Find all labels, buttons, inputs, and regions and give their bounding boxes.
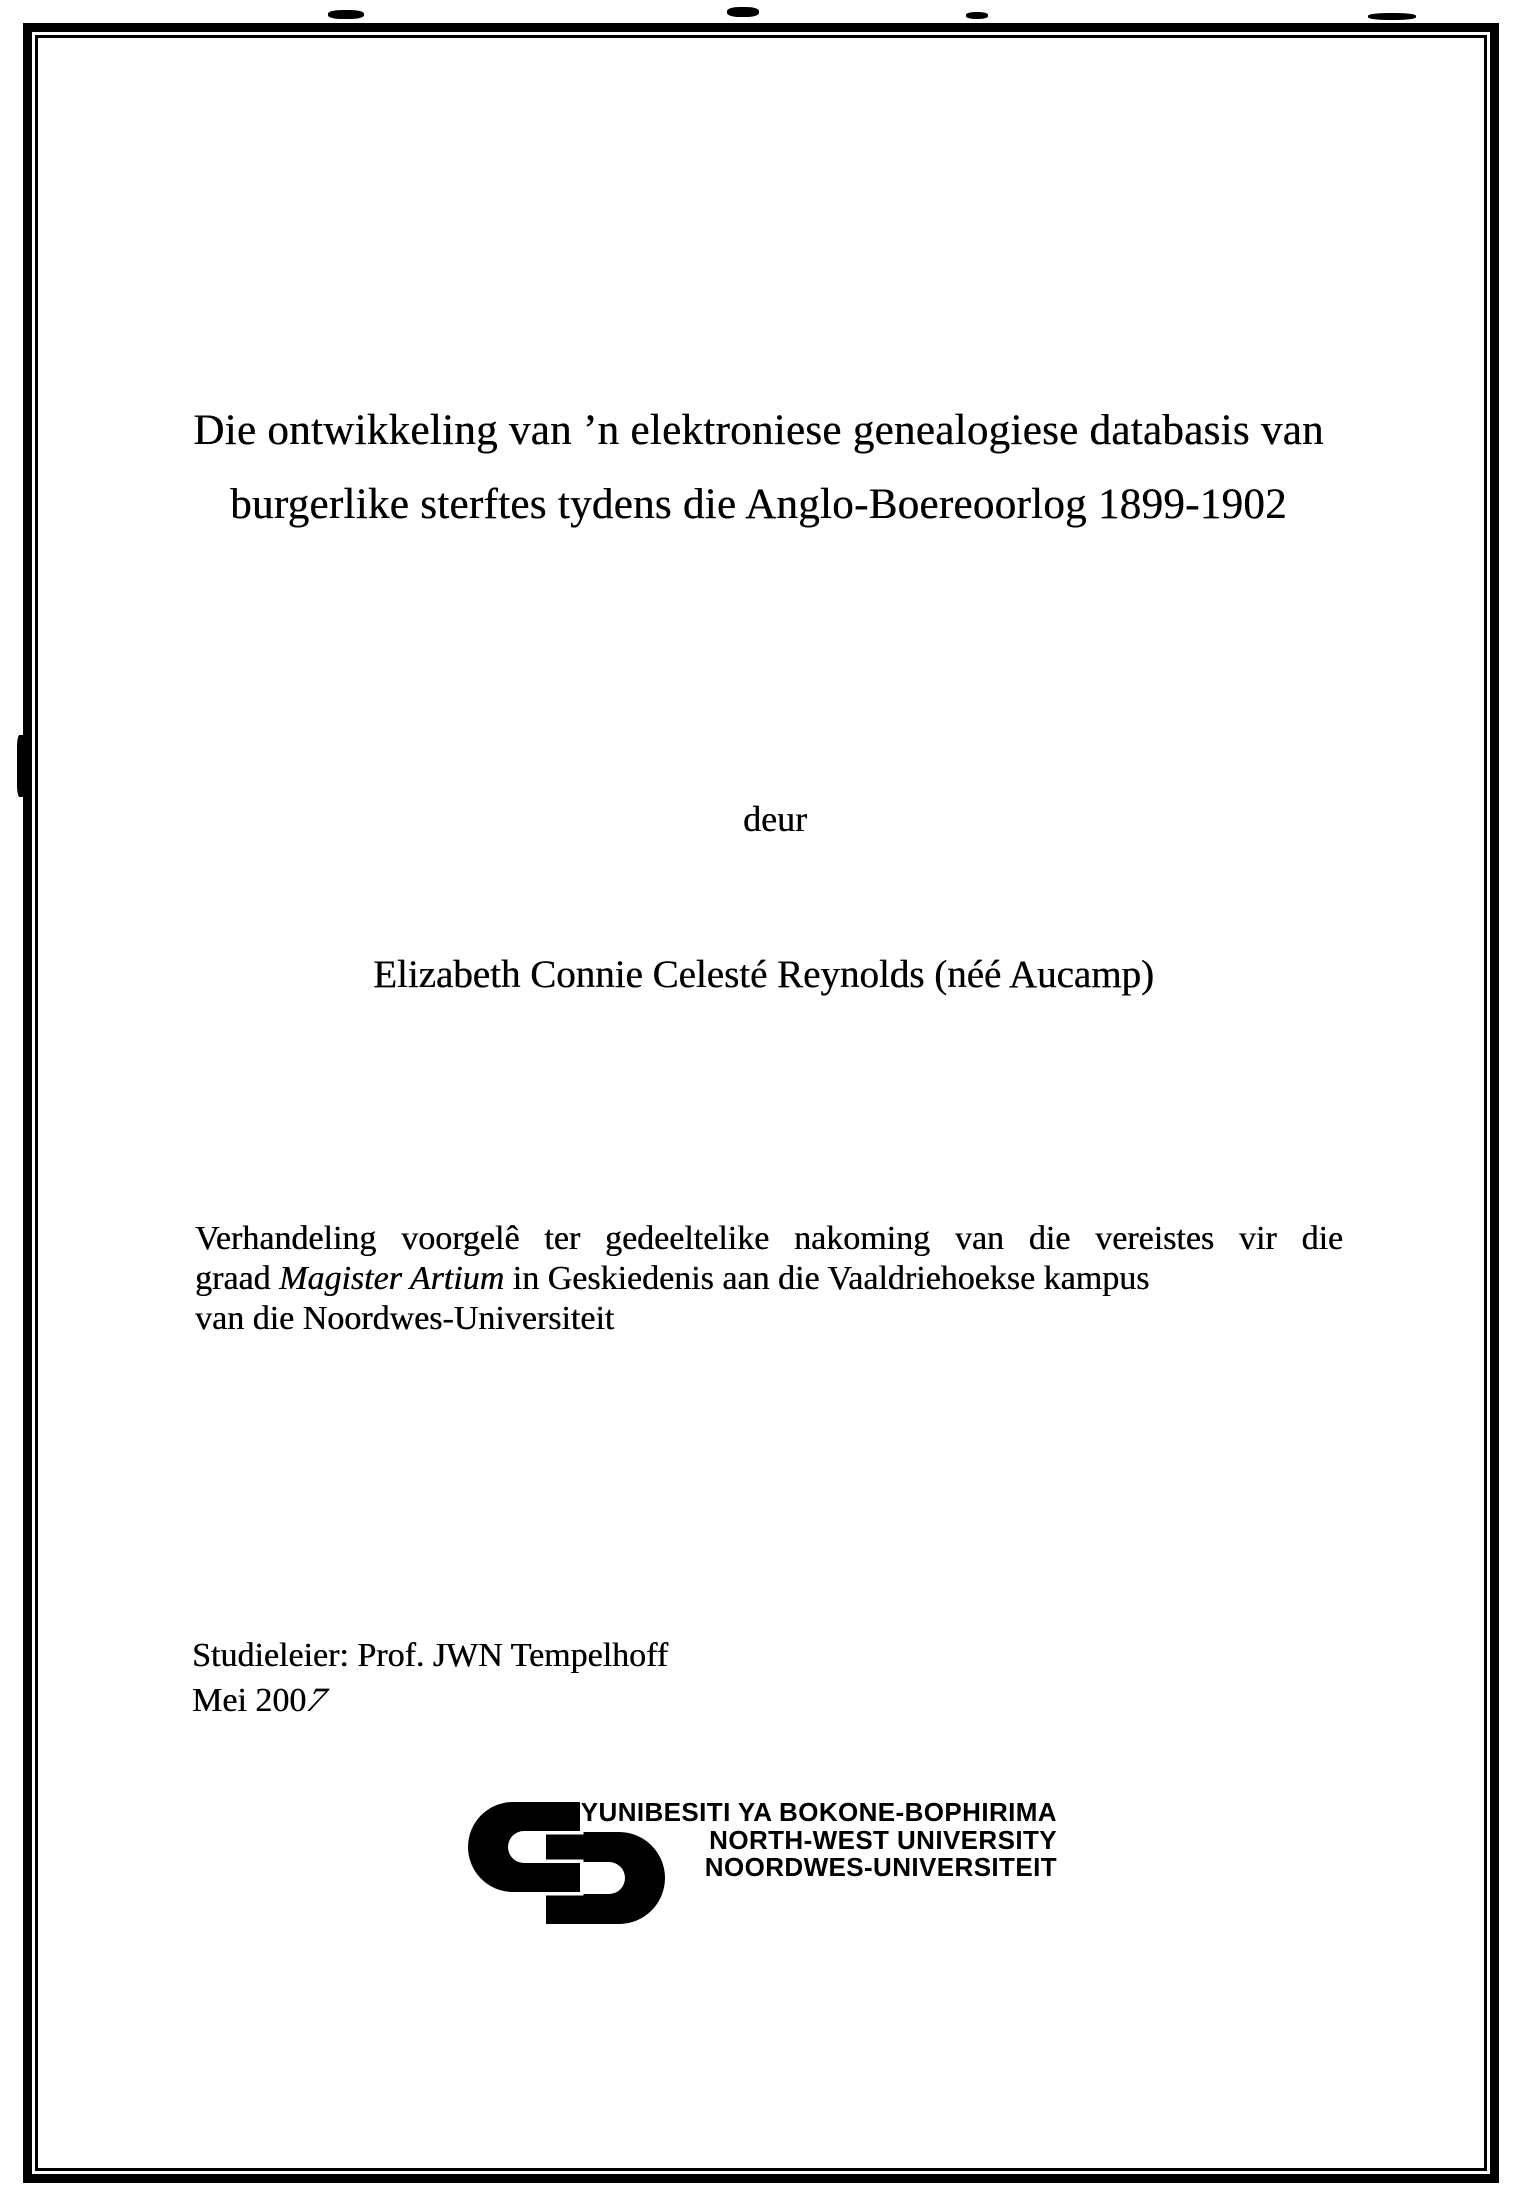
thesis-title — [60, 394, 1457, 542]
degree-name-italic: Magister Artium — [279, 1260, 505, 1297]
thesis-statement — [195, 1219, 1343, 1339]
thesis-title-line2: burgerlike sterftes tydens die Anglo-Boereoorlog 1899-1902 — [230, 481, 1287, 528]
statement-line3: van die Noordwes-Universiteit — [195, 1300, 615, 1337]
author-name: Elizabeth Connie Celesté Reynolds (néé Aucamp) — [373, 953, 1154, 996]
scan-artifact — [727, 7, 759, 17]
scan-artifact — [328, 10, 364, 19]
date-line — [192, 1678, 668, 1723]
scan-artifact — [966, 12, 988, 19]
thesis-title-line1: Die ontwikkeling van ’n elektroniese genealogiese databasis van — [193, 407, 1324, 454]
university-logo-text — [581, 1799, 1057, 1882]
logo-text-afrikaans: NOORDWES-UNIVERSITEIT — [704, 1852, 1057, 1882]
date-last-digit: 7 — [300, 1682, 334, 1719]
supervisor-block — [192, 1633, 668, 1723]
scan-artifact — [17, 735, 29, 797]
logo-text-setswana: YUNIBESITI YA BOKONE-BOPHIRIMA — [580, 1797, 1057, 1827]
statement-line1: Verhandeling voorgelê ter gedeeltelike nakoming van die vereistes vir die — [195, 1220, 1343, 1257]
statement-line2-suffix: in Geskiedenis aan die Vaaldriehoekse kampus — [504, 1260, 1150, 1297]
statement-line2 — [195, 1259, 1343, 1299]
supervisor-line: Studieleier: Prof. JWN Tempelhoff — [192, 1637, 669, 1674]
statement-line2-prefix: graad — [195, 1260, 280, 1297]
date-text: Mei 200 — [192, 1682, 307, 1719]
logo-text-english: NORTH-WEST UNIVERSITY — [709, 1824, 1057, 1855]
byline-label: deur — [743, 799, 807, 839]
scan-artifact — [1368, 13, 1416, 20]
